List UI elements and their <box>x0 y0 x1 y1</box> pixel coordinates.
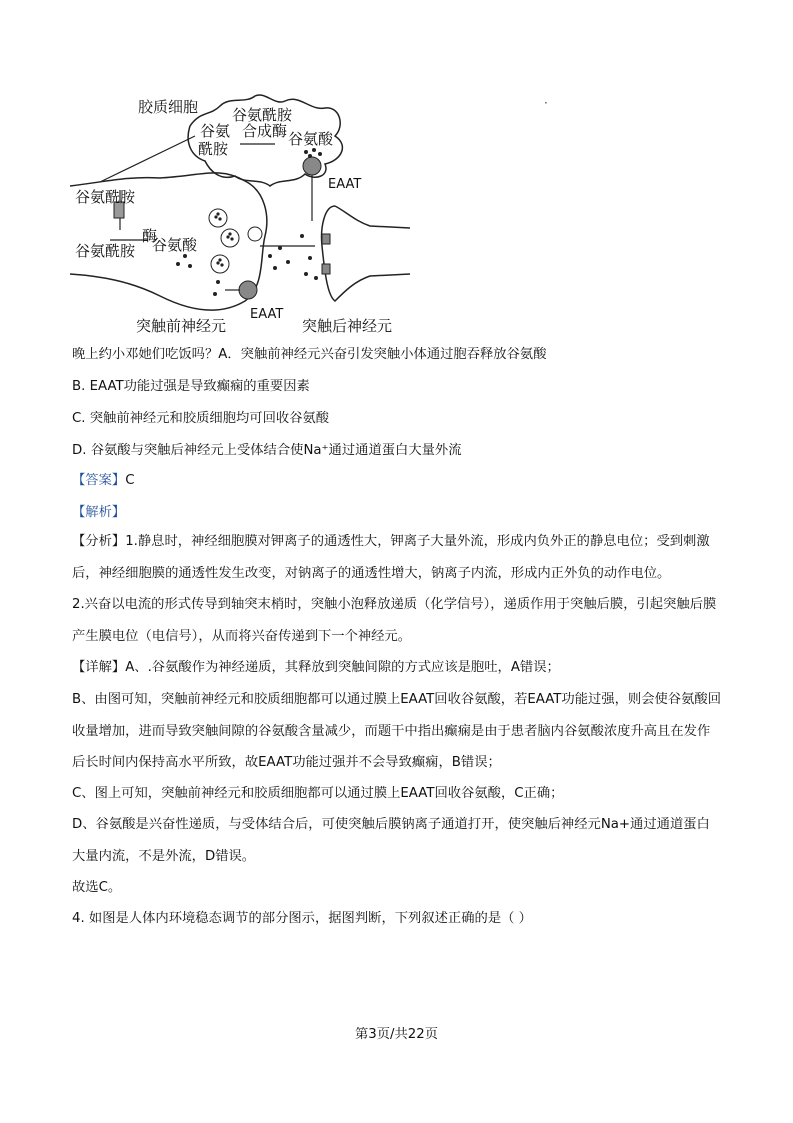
eaat-glia-circle <box>303 157 321 175</box>
option-d: D. 谷氨酸与突触后神经元上受体结合使Na⁺通过通道蛋白大量外流 <box>72 443 462 458</box>
xiangjie-c-paragraph: C、图上可知，突触前神经元和胶质细胞都可以通过膜上EAAT回收谷氨酸，C正确； <box>72 786 564 801</box>
question-stem: 晚上约小邓她们吃饭吗？A．突触前神经元兴奋引发突触小体通过胞吞释放谷氨酸 <box>72 347 547 362</box>
receptor-1 <box>322 234 330 244</box>
label-synthetase-2: 合成酶 <box>242 122 288 140</box>
synapse-svg <box>70 86 410 338</box>
label-synthetase-1: 谷氨 <box>200 122 231 140</box>
next-question: 4. 如图是人体内环境稳态调节的部分图示，据图判断，下列叙述正确的是（ ） <box>72 911 532 926</box>
label-glutamate-glia: 谷氨酸 <box>288 130 334 148</box>
fenxi-text-1: 1.静息时，神经细胞膜对钾离子的通透性大，钾离子大量外流，形成内负外正的静息电位；受到刺激后，神经细胞膜的通透性发生改变，对钠离子的通透性增大，钠离子内流，形成内正外负的动作电位。 <box>72 534 710 581</box>
answer-value: C <box>125 473 135 488</box>
receptor-2 <box>322 264 330 274</box>
xiangjie-b-paragraph: B、由图可知，突触前神经元和胶质细胞都可以通过膜上EAAT回收谷氨酸，若EAAT功能过强，则会使谷氨酸回收量增加，进而导致突触间隙的谷氨酸含量减少，而题干中指出癫痫是由于患者脑内谷氨酸浓度升高且在发作后长时间内保持高水平所致，故EAAT功能过强并不会导致癫痫，B错误； <box>72 692 721 770</box>
postsynaptic-outline <box>322 206 410 301</box>
fenxi-paragraph-2: 2.兴奋以电流的形式传导到轴突末梢时，突触小泡释放递质（化学信号），递质作用于突触后膜，引起突触后膜产生膜电位（电信号），从而将兴奋传递到下一个神经元。 <box>72 597 717 644</box>
vesicle-4 <box>248 227 262 241</box>
xiangjie-a-paragraph <box>72 652 722 684</box>
label-glia: 胶质细胞 <box>138 98 199 116</box>
analysis-tag <box>72 503 125 523</box>
label-glutamine-left: 酰胺 <box>198 140 229 158</box>
analysis-label: 【解析】 <box>72 505 126 520</box>
label-glutamate-pre: 谷氨酸 <box>152 236 198 254</box>
xiangjie-d-paragraph: D、谷氨酸是兴奋性递质，与受体结合后，可使突触后膜钠离子通道打开，使突触后神经元Na+通过通道蛋白大量内流，不是外流，D错误。 <box>72 817 710 864</box>
label-glutamine-in: 谷氨酰胺 <box>75 242 136 260</box>
synapse-diagram <box>70 86 410 338</box>
label-enzyme: 酶 <box>142 227 158 245</box>
label-glutamine-top: 谷氨酰胺 <box>232 106 293 124</box>
arrows <box>100 136 315 290</box>
option-c: C. 突触前神经元和胶质细胞均可回收谷氨酸 <box>72 411 330 426</box>
page-footer: 第3页/共22页 <box>354 1027 439 1042</box>
xiangjie-a-text: A、.谷氨酸作为神经递质，其释放到突触间隙的方式应该是胞吐，A错误； <box>125 660 560 675</box>
answer-line <box>72 471 134 491</box>
option-b: B. EAAT功能过强是导致癫痫的重要因素 <box>72 379 310 394</box>
answer-tag: 【答案】 <box>72 473 126 488</box>
xiangjie-tag: 【详解】 <box>72 660 126 675</box>
conclusion: 故选C。 <box>72 880 122 895</box>
glutamate-dots <box>176 148 322 296</box>
vesicle-2 <box>221 229 239 247</box>
eaat-pre-circle <box>239 281 257 299</box>
fenxi-paragraph <box>72 526 722 589</box>
vesicle-1 <box>209 209 227 227</box>
fenxi-tag: 【分析】 <box>72 534 126 549</box>
label-eaat-right: EAAT <box>328 177 362 192</box>
vesicle-3 <box>211 255 229 273</box>
label-presynaptic: 突触前神经元 <box>136 317 227 335</box>
label-postsynaptic: 突触后神经元 <box>302 317 393 335</box>
stray-dot: · <box>544 96 548 110</box>
label-glutamine-mid: 谷氨酰胺 <box>75 188 136 206</box>
label-eaat-bottom: EAAT <box>250 307 284 322</box>
